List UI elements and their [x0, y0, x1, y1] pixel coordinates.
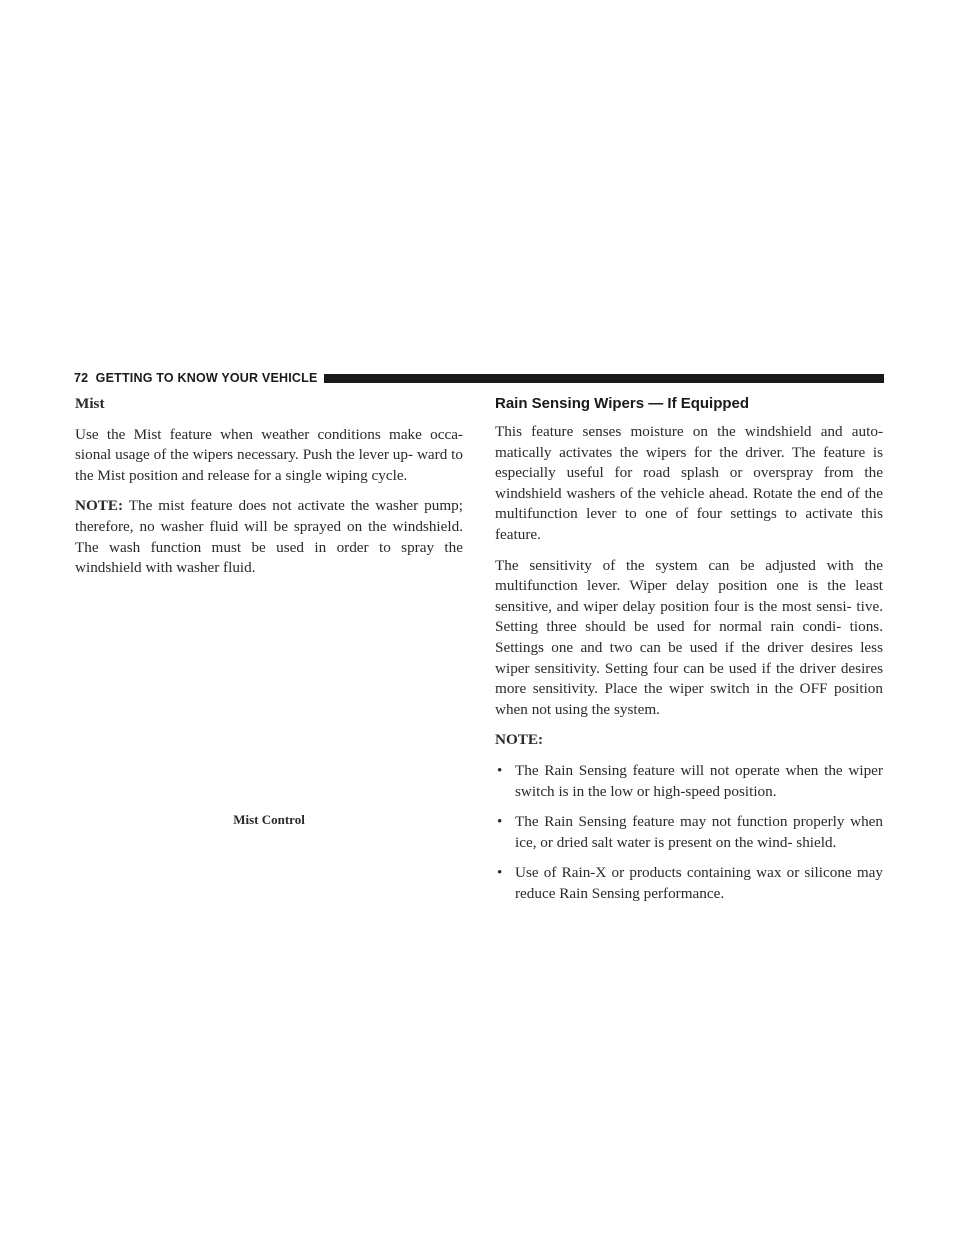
page-header — [74, 368, 884, 388]
mist-note — [75, 496, 463, 578]
rain-sensing-heading: Rain Sensing Wipers — If Equipped — [495, 395, 750, 412]
header-rule — [324, 374, 885, 383]
section-title: GETTING TO KNOW YOUR VEHICLE — [95, 371, 318, 385]
bullet-dot-icon: • — [497, 761, 503, 779]
list-item — [495, 761, 883, 802]
list-item-text: The Rain Sensing feature may not function properly when ice, or dried salt water is present on the wind- shield. — [515, 813, 883, 851]
bullet-dot-icon: • — [497, 813, 503, 831]
right-column — [495, 394, 883, 914]
list-item — [495, 863, 883, 904]
figure-caption: Mist Control — [233, 812, 305, 827]
left-column — [75, 394, 463, 589]
mist-heading: Mist — [75, 395, 105, 412]
mist-control-figure — [75, 620, 463, 806]
bullet-dot-icon: • — [497, 864, 503, 882]
page-header-text — [74, 371, 318, 385]
rain-sensing-paragraph-2: The sensitivity of the system can be adjusted with the multifunction lever. Wiper delay position one is the least sensitive, and wiper delay position four is the most sensi- tive. Setting three should be used for normal rain condi- tions. Settings one and two can be used if the driver desires less wiper sensitivity. Setting four can be used if the driver desires more sensitivity. Place the wiper switch in the OFF position when not using the system. — [495, 556, 883, 718]
mist-paragraph: Use the Mist feature when weather conditions make occa- sional usage of the wipers necessary. Push the lever up- ward to the Mist position and release for a single wiping cycle. — [75, 425, 463, 484]
page-number: 72 — [74, 371, 89, 385]
note-label: NOTE: — [75, 497, 124, 515]
list-item-text: The Rain Sensing feature will not operate when the wiper switch is in the low or high-speed position. — [515, 761, 883, 800]
rain-sensing-paragraph-1: This feature senses moisture on the windshield and auto- matically activates the wipers for the driver. The feature is especially useful for road splash or overspray from the windshield washers of the vehicle ahead. Rotate the end of the multifunction lever to one of four settings to activate this feature. — [495, 423, 883, 543]
note-bullet-list — [495, 761, 883, 905]
list-item-text: Use of Rain-X or products containing wax or silicone may reduce Rain Sensing performance. — [515, 864, 883, 902]
mist-note-text: The mist feature does not activate the washer pump; therefore, no washer fluid will be sprayed on the windshield. The wash function must be used in order to spray the windshield with washer fluid. — [75, 497, 463, 577]
list-item — [495, 812, 883, 853]
note-label: NOTE: — [495, 731, 544, 749]
